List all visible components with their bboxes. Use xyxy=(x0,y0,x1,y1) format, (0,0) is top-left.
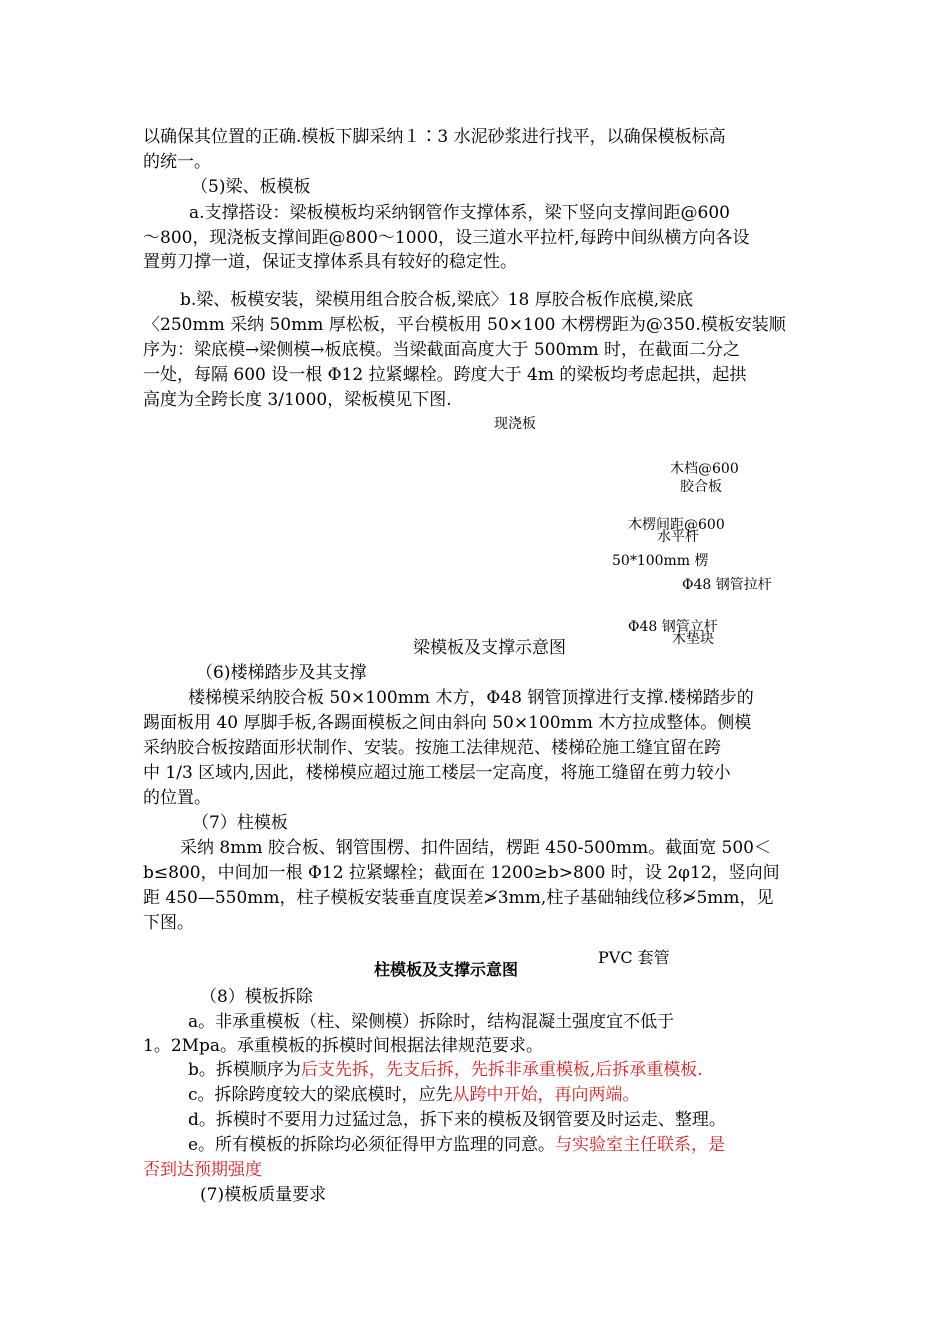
body-line: 的统一。 xyxy=(143,152,211,172)
body-line: 距 450—550mm，柱子模板安装垂直度误差≯3mm,柱子基础轴线位移≯5mm，见 xyxy=(143,888,774,908)
body-line: b.梁、板模安装，梁模用组合胶合板,梁底〉18 厚胶合板作底模,梁底 xyxy=(180,290,694,310)
figure-label-joist: 50*100mm 楞 xyxy=(612,553,709,569)
figure-label-wood: 木档@600 xyxy=(670,461,739,477)
body-line: 一处，每隔 600 设一根 Φ12 拉紧螺栓。跨度大于 4m 的梁板均考虑起拱，起拱 xyxy=(143,365,747,385)
figure-label-horizontal: 水平杆 xyxy=(657,529,699,545)
body-line: a.支撑搭设：梁板模板均采纳钢管作支撑体系，梁下竖向支撑间距@600 xyxy=(189,203,730,223)
highlight-text: 与实验室主任联系，是 xyxy=(555,1135,726,1155)
body-text: b。拆模顺序为 xyxy=(188,1060,301,1080)
body-line: 序为：梁底模→梁侧模→板底模。当梁截面高度大于 500mm 时，在截面二分之 xyxy=(143,340,740,360)
body-line: 置剪刀撑一道，保证支撑体系具有较好的稳定性。 xyxy=(143,252,517,272)
body-line: b≤800，中间加一根 Φ12 拉紧螺栓；截面在 1200≥b>800 时，设 2φ12，竖向间 xyxy=(143,863,780,883)
body-line: 楼梯模采纳胶合板 50×100mm 木方，Φ48 钢管顶撑进行支撑.楼梯踏步的 xyxy=(188,688,754,708)
body-line: 〈250mm 采纳 50mm 厚松板，平台模板用 50×100 木楞楞距为@350.模板安装顺 xyxy=(143,315,786,335)
highlight-text: 否到达预期强度 xyxy=(143,1160,262,1180)
body-line: 以确保其位置的正确.模板下脚采纳１∶3 水泥砂浆进行找平，以确保模板标高 xyxy=(143,127,726,147)
figure-label-slab: 现浇板 xyxy=(494,416,536,432)
body-line xyxy=(188,1058,703,1082)
figure-label-block: 木垫块 xyxy=(672,631,714,647)
section-heading: （6)楼梯踏步及其支撑 xyxy=(196,663,367,683)
body-line: 踢面板用 40 厚脚手板,各踢面模板之间由斜向 50×100mm 木方拉成整体。侧模 xyxy=(143,713,752,733)
body-text: e。所有模板的拆除均必须征得甲方监理的同意。 xyxy=(188,1135,556,1155)
figure-caption: 柱模板及支撑示意图 xyxy=(374,960,519,979)
figure-label-plywood: 胶合板 xyxy=(680,479,722,495)
figure-label-partial: 木楞间距@600 xyxy=(628,517,725,533)
figure-caption: 梁模板及支撑示意图 xyxy=(413,638,566,658)
body-line xyxy=(188,1133,725,1157)
body-line: a。非承重模板（柱、梁侧模）拆除时，结构混凝土强度宜不低于 xyxy=(188,1012,675,1032)
section-heading: (7)模板质量要求 xyxy=(200,1185,327,1205)
section-heading: （8）模板拆除 xyxy=(200,987,313,1007)
body-line: d。拆模时不要用力过猛过急，拆下来的模板及钢管要及时运走、整理。 xyxy=(188,1110,726,1130)
body-line: 下图。 xyxy=(143,913,194,933)
body-line: ～800，现浇板支撑间距@800～1000，设三道水平拉杆,每跨中间纵横方向各设 xyxy=(143,228,750,248)
body-line: 采纳胶合板按踏面形状制作、安装。按施工法律规范、楼梯砼施工缝宜留在跨 xyxy=(143,738,721,758)
body-line: 高度为全跨长度 3/1000，梁板模见下图. xyxy=(143,390,452,410)
section-heading: （7）柱模板 xyxy=(192,813,288,833)
body-line: 中 1/3 区域内,因此，楼梯模应超过施工楼层一定高度，将施工缝留在剪力较小 xyxy=(143,763,731,783)
body-text: c。拆除跨度较大的梁底模时，应先 xyxy=(188,1085,453,1105)
body-line: 1。2Mpa。承重模板的拆模时间根据法律规范要求。 xyxy=(143,1036,544,1056)
body-line xyxy=(188,1083,640,1107)
body-line: 的位置。 xyxy=(143,788,211,808)
section-heading: （5)梁、板模板 xyxy=(191,177,311,197)
figure-label-steel: Φ48 钢管拉杆 xyxy=(682,577,772,593)
highlight-text: 从跨中开始，再向两端。 xyxy=(452,1085,640,1105)
figure-label-pvc: PVC 套管 xyxy=(598,948,670,967)
figure-label-partial: Φ48 钢管立杆 xyxy=(628,619,718,635)
body-line: 采纳 8mm 胶合板、钢管围楞、扣件固结，楞距 450-500mm。截面宽 500＜ xyxy=(180,838,771,858)
highlight-text: 后支先拆，先支后拆，先拆非承重模板,后拆承重模板. xyxy=(300,1060,703,1080)
